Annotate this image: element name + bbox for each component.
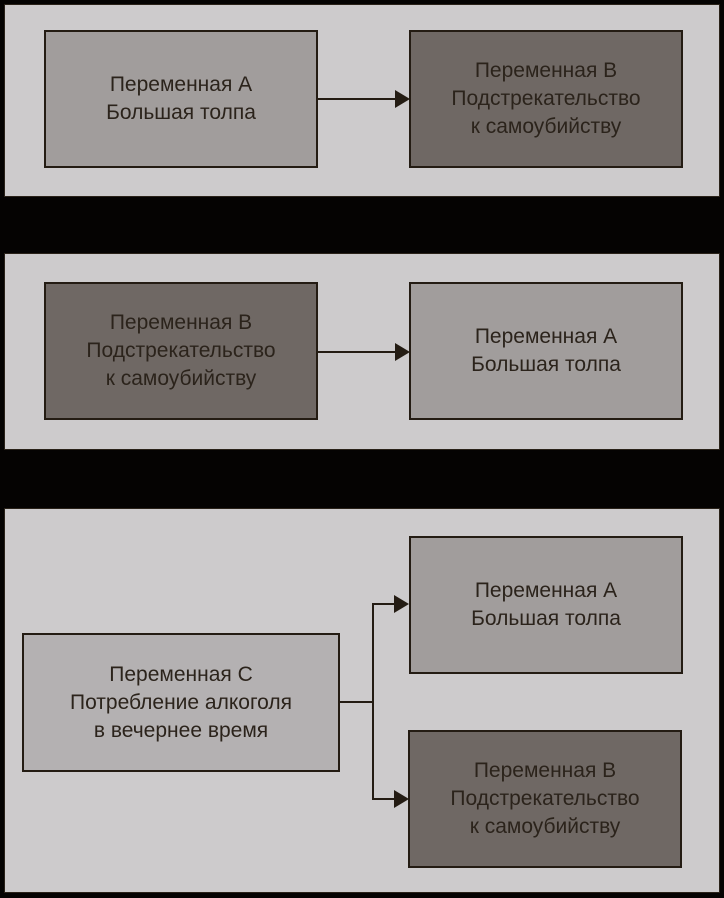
variable-b-box (44, 282, 318, 420)
variable-desc-line: к самоубийству (105, 367, 257, 390)
panel-a-causes-b (4, 4, 720, 197)
panel-b-causes-a (4, 253, 720, 450)
connector-c-stem-line (340, 701, 374, 703)
variable-c-box (22, 633, 340, 772)
arrow-c-to-a-head (394, 595, 409, 613)
variable-desc-line: Подстрекательство (451, 87, 641, 110)
arrow-c-to-a-line (372, 603, 396, 605)
variable-name-line: Переменная C (109, 662, 253, 686)
variable-a-box (409, 282, 683, 420)
arrow-c-to-b-head (394, 790, 409, 808)
variable-name-line: Переменная B (474, 59, 618, 82)
arrow-b-to-a-line (318, 351, 396, 353)
variable-name-line: Переменная B (109, 311, 253, 334)
variable-desc-line: Подстрекательство (86, 339, 276, 362)
variable-name-line: Переменная A (109, 73, 253, 96)
variable-desc-line: к самоубийству (469, 815, 621, 838)
variable-desc-line: Большая толпа (106, 101, 256, 124)
panel-c-causes-a-and-b (4, 508, 720, 893)
variable-desc-line: к самоубийству (470, 115, 622, 138)
arrow-b-to-a-head (395, 343, 410, 361)
variable-desc-line: Потребление алкоголя (70, 690, 292, 714)
variable-desc-line: Подстрекательство (450, 787, 640, 810)
variable-desc-line: Большая толпа (471, 607, 621, 630)
arrow-a-to-b-head (395, 90, 410, 108)
variable-b-box (409, 30, 683, 168)
variable-name-line: Переменная A (474, 579, 618, 602)
variable-a-box (409, 536, 683, 674)
arrow-a-to-b-line (318, 98, 396, 100)
variable-desc-line: Большая толпа (471, 353, 621, 376)
variable-b-box (408, 730, 682, 868)
variable-desc-line: в вечернее время (93, 718, 269, 742)
arrow-c-to-b-line (372, 798, 396, 800)
connector-c-branch-line (372, 603, 374, 800)
variable-name-line: Переменная B (473, 759, 617, 782)
variable-name-line: Переменная A (474, 325, 618, 348)
variable-a-box (44, 30, 318, 168)
